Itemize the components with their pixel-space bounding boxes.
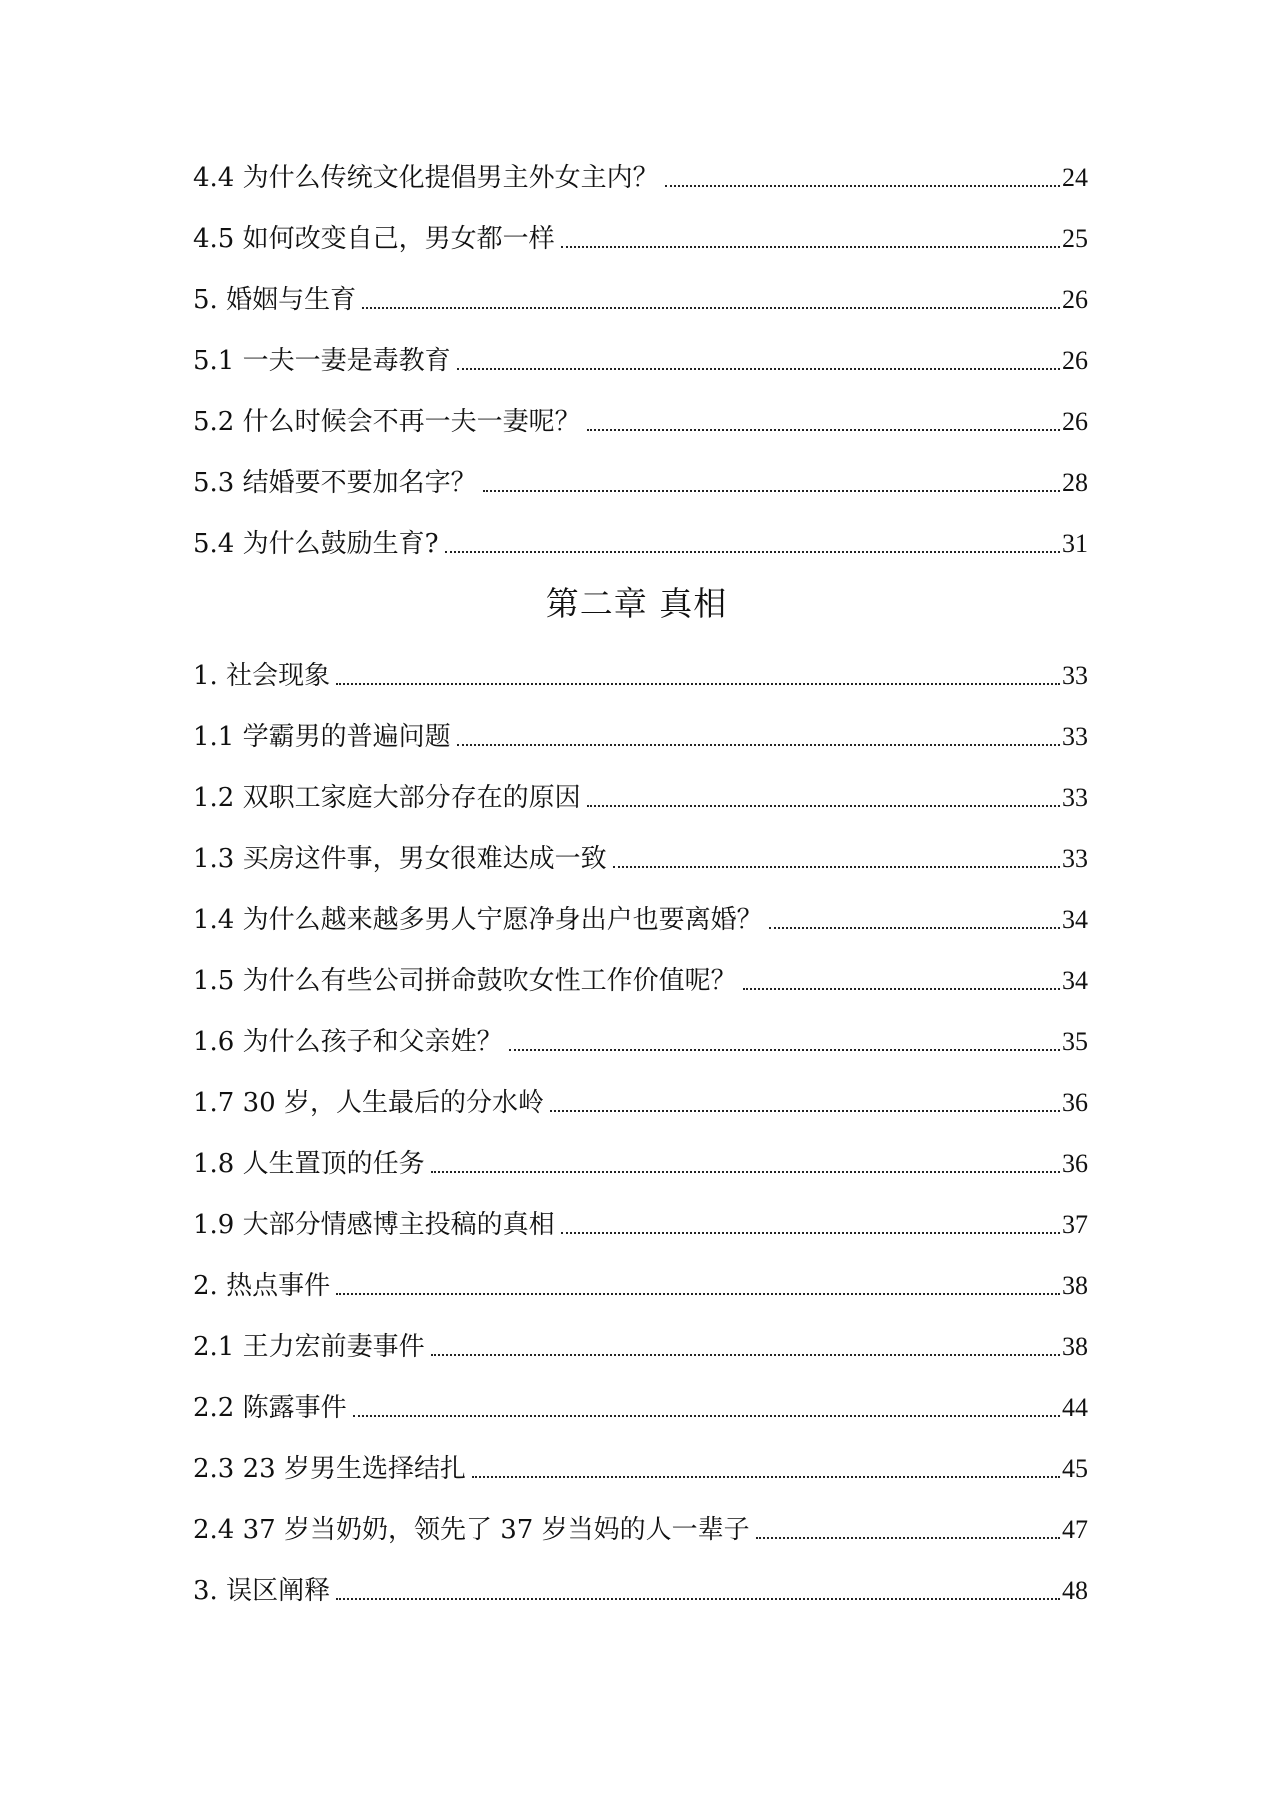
dot-leader: [457, 743, 1060, 746]
toc-entry[interactable]: [193, 958, 1088, 998]
toc-entry-title: 1.6 为什么孩子和父亲姓？: [193, 1027, 503, 1057]
toc-entry-title: 2.3 23 岁男生选择结扎: [193, 1454, 466, 1484]
toc-entry-title: 1. 社会现象: [193, 661, 331, 691]
dot-leader: [587, 804, 1060, 807]
toc-entry-title: 1.9 大部分情感博主投稿的真相: [193, 1210, 555, 1240]
dot-leader: [472, 1475, 1060, 1478]
toc-entry-page: 38: [1062, 1332, 1088, 1361]
toc-entry[interactable]: [193, 1385, 1088, 1425]
toc-entry-page: 26: [1062, 346, 1088, 375]
toc-entry-title: 4.4 为什么传统文化提倡男主外女主内？: [193, 163, 659, 193]
toc-entry-title: 1.2 双职工家庭大部分存在的原因: [193, 783, 581, 813]
dot-leader: [483, 489, 1060, 492]
toc-entry-title: 5.1 一夫一妻是毒教育: [193, 346, 451, 376]
dot-leader: [336, 1292, 1060, 1295]
dot-leader: [561, 1231, 1060, 1234]
dot-leader: [561, 245, 1060, 248]
toc-entry-title: 2.4 37 岁当奶奶，领先了 37 岁当妈的人一辈子: [193, 1515, 750, 1545]
dot-leader: [431, 1353, 1060, 1356]
toc-entry-page: 37: [1062, 1210, 1088, 1239]
dot-leader: [362, 306, 1060, 309]
toc-entry-title: 1.4 为什么越来越多男人宁愿净身出户也要离婚？: [193, 905, 763, 935]
toc-entry-page: 31: [1062, 529, 1088, 558]
toc-entry[interactable]: [193, 775, 1088, 815]
toc-entry-title: 1.7 30 岁，人生最后的分水岭: [193, 1088, 544, 1118]
dot-leader: [445, 550, 1060, 553]
dot-leader: [336, 682, 1060, 685]
toc-entry[interactable]: [193, 1263, 1088, 1303]
toc-entry[interactable]: [193, 216, 1088, 256]
toc-entry[interactable]: [193, 1141, 1088, 1181]
toc-entry-title: 1.3 买房这件事，男女很难达成一致: [193, 844, 607, 874]
toc-entry-page: 26: [1062, 407, 1088, 436]
toc-entry-title: 2.1 王力宏前妻事件: [193, 1332, 425, 1362]
dot-leader: [613, 865, 1060, 868]
toc-entry[interactable]: [193, 338, 1088, 378]
toc-entry[interactable]: [193, 1202, 1088, 1242]
toc-entry[interactable]: [193, 836, 1088, 876]
toc-entry[interactable]: [193, 399, 1088, 439]
toc-entry-title: 1.5 为什么有些公司拼命鼓吹女性工作价值呢？: [193, 966, 737, 996]
dot-leader: [353, 1414, 1060, 1417]
dot-leader: [743, 987, 1060, 990]
dot-leader: [756, 1536, 1060, 1539]
dot-leader: [509, 1048, 1060, 1051]
toc-entry[interactable]: [193, 1019, 1088, 1059]
toc-entry[interactable]: [193, 1568, 1088, 1608]
toc-entry-title: 5. 婚姻与生育: [193, 285, 357, 315]
toc-entry[interactable]: [193, 155, 1088, 195]
toc-entry-page: 45: [1062, 1454, 1088, 1483]
toc-entry-page: 34: [1062, 905, 1088, 934]
toc-entry[interactable]: [193, 460, 1088, 500]
dot-leader: [769, 926, 1060, 929]
dot-leader: [457, 367, 1060, 370]
toc-entry-page: 25: [1062, 224, 1088, 253]
toc-entry-page: 33: [1062, 661, 1088, 690]
toc-entry-page: 26: [1062, 285, 1088, 314]
toc-entry-page: 38: [1062, 1271, 1088, 1300]
toc-entry-title: 1.1 学霸男的普遍问题: [193, 722, 451, 752]
toc-entry[interactable]: [193, 653, 1088, 693]
toc-entry-page: 24: [1062, 163, 1088, 192]
toc-entry-title: 5.4 为什么鼓励生育?: [193, 529, 439, 559]
toc-entry[interactable]: [193, 714, 1088, 754]
dot-leader: [665, 184, 1060, 187]
toc-entry[interactable]: [193, 1507, 1088, 1547]
toc-entry[interactable]: [193, 1446, 1088, 1486]
toc-entry[interactable]: [193, 1324, 1088, 1364]
dot-leader: [550, 1109, 1060, 1112]
toc-entry-page: 33: [1062, 844, 1088, 873]
toc-entry[interactable]: [193, 277, 1088, 317]
toc-entry-page: 35: [1062, 1027, 1088, 1056]
toc-entry-title: 1.8 人生置顶的任务: [193, 1149, 425, 1179]
toc-entry[interactable]: [193, 521, 1088, 561]
toc-entry[interactable]: [193, 897, 1088, 937]
dot-leader: [431, 1170, 1060, 1173]
toc-entry-page: 28: [1062, 468, 1088, 497]
toc-entry-title: 2.2 陈露事件: [193, 1393, 347, 1423]
toc-entry-page: 36: [1062, 1088, 1088, 1117]
chapter-heading: 第二章 真相: [545, 584, 728, 623]
toc-entry-page: 36: [1062, 1149, 1088, 1178]
toc-entry-title: 4.5 如何改变自己，男女都一样: [193, 224, 555, 254]
toc-entry-title: 5.3 结婚要不要加名字？: [193, 468, 477, 498]
toc-entry-page: 47: [1062, 1515, 1088, 1544]
toc-entry-title: 2. 热点事件: [193, 1271, 331, 1301]
toc-entry-page: 48: [1062, 1576, 1088, 1605]
dot-leader: [336, 1597, 1060, 1600]
dot-leader: [587, 428, 1060, 431]
toc-entry-title: 3. 误区阐释: [193, 1576, 331, 1606]
toc-entry[interactable]: [193, 1080, 1088, 1120]
toc-entry-title: 5.2 什么时候会不再一夫一妻呢？: [193, 407, 581, 437]
toc-entry-page: 44: [1062, 1393, 1088, 1422]
toc-entry-page: 33: [1062, 783, 1088, 812]
toc-entry-page: 33: [1062, 722, 1088, 751]
toc-entry-page: 34: [1062, 966, 1088, 995]
